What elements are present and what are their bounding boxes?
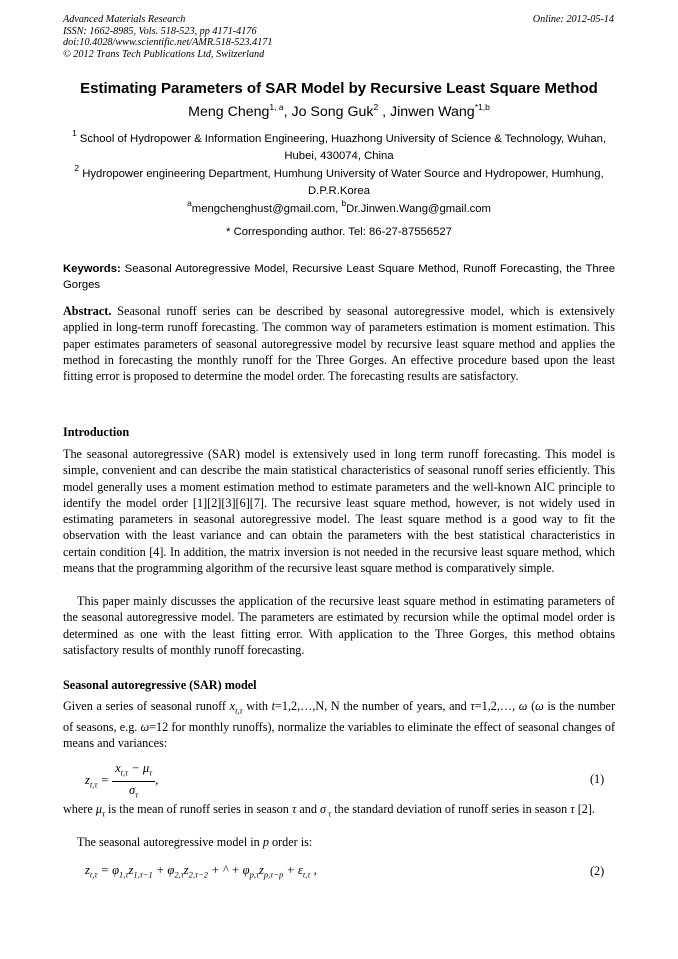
where-paragraph: where $\mu_\tau$ is the mean of runoff series in season τ and σ $_\tau$ the standard deviation of runoff series in season τ [2]. (63, 802, 595, 819)
sar-order-paragraph: The seasonal autoregressive model in p order is: (77, 835, 313, 849)
equation-2-number: (2) (590, 864, 605, 878)
author-list (0, 104, 678, 120)
intro-paragraph-1: The seasonal autoregressive (SAR) model is extensively used in long term runoff forecasting. This model is simple, convenient and can describe the main statistical characteristics of seasonal runoff series efficiently. This model generally uses a moment estimation method to estimate parameters and the well-known AIC principle to identify the model order [1][2][3][6][7]. The recursive least square method, however, is not widely used in estimating parameters in seasonal autoregressive model. The least square method is a good way to fit the observation with the least variance and can obtain the parameters with the best statistical characteristics in certain condition [4]. In addition, the matrix inversion is not needed in the recursive least square method, which means that the programming algorithm of the recursive least square method is comparatively simple. (63, 447, 615, 576)
email-superscript: b (341, 198, 347, 208)
author-name: , Jo Song Guk (283, 104, 374, 120)
email-address: mengchenghust@gmail.com, (191, 203, 342, 215)
journal-name: Advanced Materials Research (63, 14, 186, 25)
keywords-text: Seasonal Autoregressive Model, Recursive Least Square Method, Runoff Forecasting, the Three Gorges (63, 263, 615, 291)
equation-1: $z_{t,\tau}$ = $\frac{x_{t,\tau} - \mu_\tau}{\sigma_\tau}$ , (85, 761, 159, 799)
abstract (63, 303, 615, 384)
equation-2: $z_{t,\tau} = \varphi_{1,\tau}z_{1,\tau-1} + \varphi_{2,\tau}z_{2,\tau-2}$ + ^ + $\varphi_{p,\tau}z_{p,\tau-p} + \varepsilon_{t,\tau}$ , (85, 863, 317, 880)
affiliation-superscript: 1 (71, 128, 77, 138)
equation-1-number: (1) (590, 772, 605, 786)
issn-line: ISSN: 1662-8985, Vols. 518-523, pp 4171-4176 (63, 25, 257, 37)
author-name: Meng Cheng (188, 104, 270, 120)
email-superscript: a (187, 198, 192, 208)
journal-header (63, 14, 272, 60)
doi-line: doi:10.4028/www.scientific.net/AMR.518-523.4171 (63, 37, 273, 49)
section-heading-introduction: Introduction (63, 425, 130, 439)
author-superscript: *1,b (474, 102, 490, 112)
intro-paragraph-2: This paper mainly discusses the application of the recursive least square method in estimating parameters of the seasonal autoregressive model. The parameters are estimated by recursion while the optimal model order is determined as one with the least fitting error. With application to the Three Gorges, this method obtains satisfactory results of monthly runoff forecasting. (63, 594, 615, 657)
affiliation-1 (63, 128, 615, 164)
online-date: Online: 2012-05-14 (532, 14, 614, 25)
affiliation-superscript: 2 (74, 163, 80, 173)
keywords-label: Keywords: (63, 263, 121, 275)
author-superscript: 2 (373, 102, 379, 112)
abstract-label: Abstract. (63, 304, 112, 318)
author-emails (0, 198, 678, 215)
affiliation-text: School of Hydropower & Information Engineering, Huazhong University of Science & Technology, Wuhan, Hubei, 430074, China (76, 133, 607, 162)
paper-title: Estimating Parameters of SAR Model by Recursive Least Square Method (80, 80, 598, 97)
abstract-text: Seasonal runoff series can be described by seasonal autoregressive model, which is extensively applied in long-term runoff forecasting. The common way of parameters estimation is moment estimation. This paper estimates parameters of seasonal autoregressive model by recursive least square method and applies the method in forecasting the monthly runoff for the Three Gorges. An effective procedure based upon the least fitting error is proposed to determine the model order. The forecasting results are satisfactory. (63, 304, 615, 384)
author-name: , Jinwen Wang (378, 104, 475, 120)
author-superscript: 1, a (269, 102, 284, 112)
affiliation-text: Hydropower engineering Department, Humhung University of Water Source and Hydropower, Humhung, D.P.R.Korea (79, 168, 604, 197)
section-heading-sar: Seasonal autoregressive (SAR) model (63, 678, 257, 692)
copyright-line: © 2012 Trans Tech Publications Ltd, Switzerland (63, 48, 265, 60)
keywords (63, 262, 615, 293)
email-address: Dr.Jinwen.Wang@gmail.com (346, 203, 491, 215)
affiliation-2 (63, 163, 615, 199)
sar-paragraph: Given a series of seasonal runoff $x_{t,\tau}$ with t=1,2,…,N, N the number of years, and τ=1,2,…, ω (ω is the number of seasons, e.g. ω=12 for monthly runoffs), normalize the variables to eliminate the effect of seasonal changes of means and variances: (63, 699, 616, 751)
corresponding-author: * Corresponding author. Tel: 86-27-87556527 (226, 226, 452, 238)
